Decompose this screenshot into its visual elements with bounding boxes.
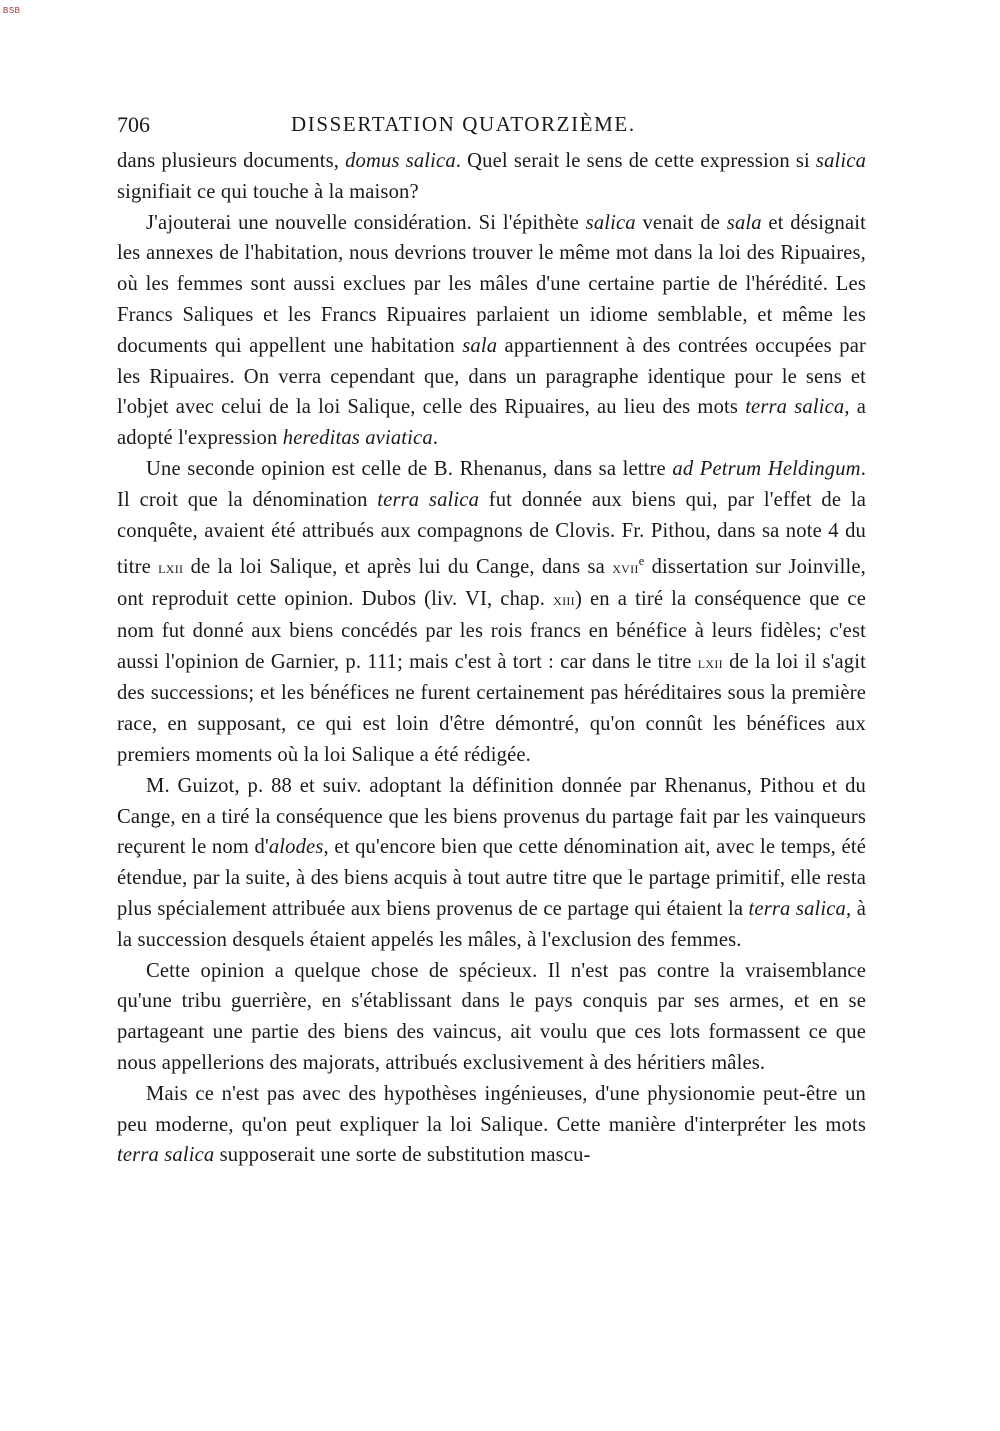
text-run: supposerait une sorte de substitution mascu- [214, 1144, 591, 1167]
page-number: 706 [117, 112, 150, 137]
text-run: J'ajouterai une nouvelle considération. Si l'épithète [146, 211, 586, 234]
paragraph [117, 208, 866, 454]
italic-text: alodes [268, 836, 324, 859]
text-run: Cette opinion a quelque chose de spécieux. Il n'est pas contre la vraisemblance qu'une tribu guerrière, en s'établissant dans le pays conquis par ses armes, et en se partageant une partie des biens des vaincus, ait voulu que ces lots formassent ce que nous appellerions des majorats, attribués exclusivement à des héritiers mâles. [117, 959, 866, 1074]
paragraph [117, 454, 866, 771]
paragraph [117, 1079, 866, 1171]
text-run: . [432, 427, 439, 450]
text-run: appartiennent à des contrées occupées par les Ripuaires. On verra cependant que, dans un paragraphe identique pour le sens et l'objet avec celui de la loi Salique, celle des Ripuaires, au lieu des mots [117, 334, 866, 419]
running-title: DISSERTATION QUATORZIÈME. [291, 112, 636, 136]
italic-text: hereditas aviatica [282, 427, 433, 450]
text-run: . Il croit que la dénomination [117, 457, 867, 511]
roman-numeral: xvii [612, 558, 639, 578]
italic-text: sala [462, 334, 498, 357]
text-run: Mais ce n'est pas avec des hypothèses ingénieuses, d'une physionomie peut-être un peu moderne, qu'on peut expliquer la loi Salique. Cette manière d'interpréter les mots [117, 1082, 866, 1136]
superscript-text: e [638, 554, 645, 569]
roman-numeral: lxii [697, 652, 723, 672]
text-run: ) en a tiré la conséquence que ce nom fut donné aux biens concédés par les rois francs en bénéfice à leurs fidèles; c'est aussi l'opinion de Garnier, p. 111; mais c'est à tort : car dans le titre [117, 588, 866, 673]
italic-text: sala [726, 211, 762, 234]
text-run: signifiait ce qui touche à la maison? [117, 180, 419, 203]
text-run: , a adopté l'expression [117, 396, 867, 450]
text-run: M. Guizot, p. 88 et suiv. adoptant la définition donnée par Rhenanus, Pithou et du Cange, en a tiré la conséquence que les biens provenus du partage fait par les vainqueurs reçurent le nom d' [117, 774, 866, 859]
italic-text: domus salica [345, 150, 456, 172]
roman-numeral: xiii [553, 590, 575, 610]
text-run: et désignait les annexes de l'habitation, nous devrions trouver le même mot dans la loi des Ripuaires, où les femmes sont aussi exclues par les mâles d'une certaine partie de l'hérédité. Les Francs Saliques et les Francs Ripuaires parlaient un idiome semblable, et même les documents qui appellent une habitation [117, 211, 866, 357]
text-run: de la loi Salique, et après lui du Cange, dans sa [183, 556, 613, 579]
text-run: fut donnée aux biens qui, par l'effet de la conquête, avaient été attribués aux compagnons de Clovis. Fr. Pithou, dans sa note 4 du titre [117, 488, 866, 579]
italic-text: terra salica [117, 1144, 215, 1167]
italic-text: ad Petrum Heldingum [672, 457, 861, 480]
italic-text: terra salica [748, 897, 846, 920]
italic-text: salica [585, 211, 636, 234]
text-run: dans plusieurs documents, [117, 150, 346, 172]
text-run: , et qu'encore bien que cette dénomination ait, avec le temps, été étendue, par la suite, à des biens acquis à tout autre titre que le partage primitif, elle resta plus spécialement attribuée aux biens provenus de ce partage qui étaient la [117, 836, 866, 920]
text-run: , à la succession desquels étaient appelés les mâles, à l'exclusion des femmes. [117, 897, 867, 951]
text-run: . Quel serait le sens de cette expression si [455, 150, 816, 172]
page-body [117, 146, 866, 1171]
paragraph [117, 771, 866, 956]
library-stamp: BSB [3, 6, 21, 15]
roman-numeral: lxii [158, 558, 184, 578]
text-run: dissertation sur Joinville, ont reproduit cette opinion. Dubos (liv. VI, chap. [117, 556, 866, 611]
text-run: Une seconde opinion est celle de B. Rhenanus, dans sa lettre [146, 457, 673, 480]
paragraph [117, 956, 866, 1079]
text-run: de la loi il s'agit des successions; et les bénéfices ne furent certainement pas héréditaires sous la première race, en supposant, ce qui est loin d'être démontré, qu'on connût les bénéfices aux premiers moments où la loi Salique a été rédigée. [117, 650, 866, 766]
italic-text: salica [815, 150, 867, 172]
italic-text: terra salica [745, 396, 845, 419]
paragraph [117, 146, 866, 208]
page-header [117, 112, 867, 140]
text-run: venait de [635, 211, 727, 234]
italic-text: terra salica [377, 488, 480, 511]
